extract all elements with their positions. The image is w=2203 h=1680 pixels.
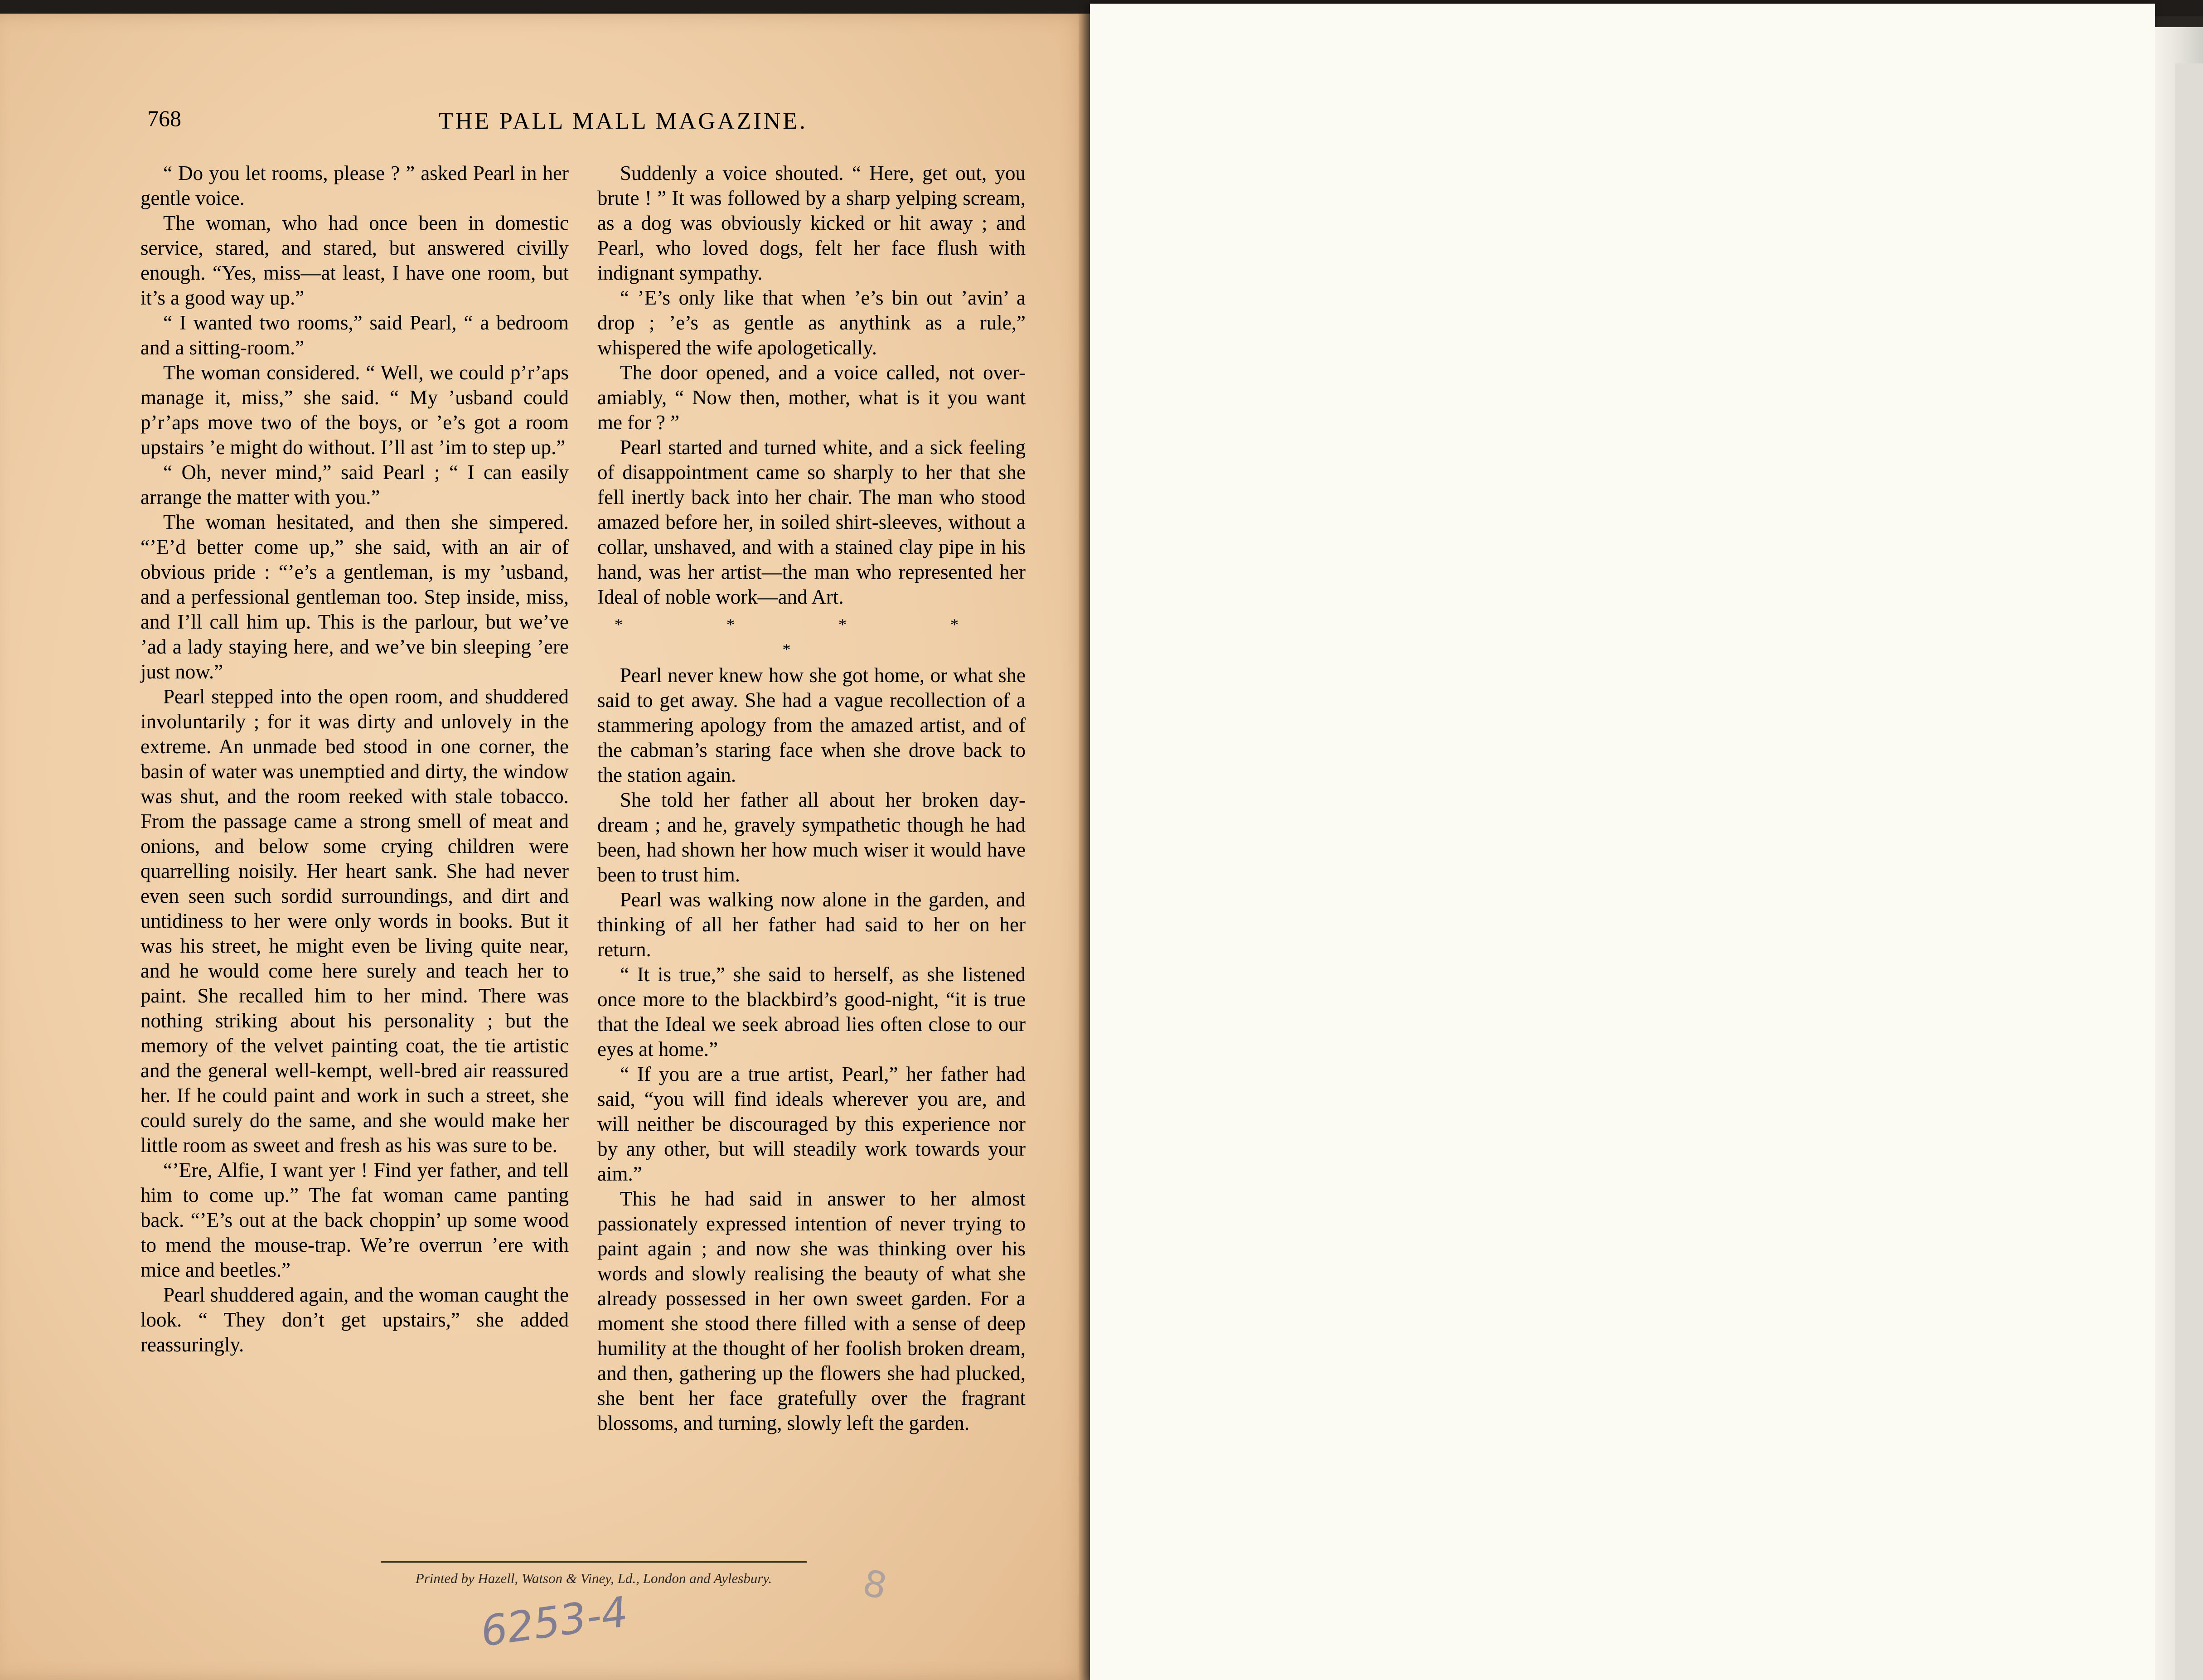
text-column-left xyxy=(140,161,569,1357)
paragraph: She told her father all about her broken day-dream ; and he, gravely sympathetic though he had been, had shown her how much wiser it would have been to trust him. xyxy=(597,789,1026,886)
paragraph: The door opened, and a voice called, not over-amiably, “ Now then, mother, what is it you want me for ? ” xyxy=(597,361,1026,434)
paragraph: “’Ere, Alfie, I want yer ! Find yer father, and tell him to come up.” The fat woman came panting back. “’E’s out at the back choppin’ up some wood to mend the mouse-trap. We’re overrun ’ere with mice and beetles.” xyxy=(140,1159,569,1281)
pencil-mark: 8 xyxy=(859,1561,891,1608)
paragraph: The woman hesitated, and then she simpered. “’E’d better come up,” she said, with an air of obvious pride : “’e’s a gentleman, is my ’usband, and a perfessional gentleman too. Step inside, miss, and I’ll call him up. This is the parlour, but we’ve ’ad a lady staying here, and we’ve bin sleeping ’ere just now.” xyxy=(140,511,569,683)
page-gutter xyxy=(1079,14,1091,1680)
paragraph: “ It is true,” she said to herself, as she listened once more to the blackbird’s good-night, “it is true that the Ideal we seek abroad lies often close to our eyes at home.” xyxy=(597,963,1026,1060)
section-break-asterisks: * * * * * xyxy=(615,615,1008,658)
paragraph: Pearl shuddered again, and the woman caught the look. “ They don’t get upstairs,” she added reassuringly. xyxy=(140,1283,569,1356)
paragraph: Pearl never knew how she got home, or what she said to get away. She had a vague recollection of a stammering apology from the amazed artist, and of the cabman’s staring face when she drove back to the station again. xyxy=(597,664,1026,786)
paragraph: Suddenly a voice shouted. “ Here, get out, you brute ! ” It was followed by a sharp yelping scream, as a dog was obviously kicked or hit away ; and Pearl, who loved dogs, felt her face flush with indignant sympathy. xyxy=(597,162,1026,284)
paragraph: “ I wanted two rooms,” said Pearl, “ a bedroom and a sitting-room.” xyxy=(140,311,569,359)
paragraph: Pearl stepped into the open room, and shuddered involuntarily ; for it was dirty and unlovely in the extreme. An unmade bed stood in one corner, the basin of water was unemptied and dirty, the window was shut, and the room reeked with stale tobacco. From the passage came a strong smell of meat and onions, and below some crying children were quarrelling noisily. Her heart sank. She had never even seen such sordid surroundings, and dirt and untidiness to her were only words in books. But it was his street, he might even be living quite near, and he would come here surely and teach her to paint. She recalled him to her mind. There was nothing striking about his personality ; but the memory of the velvet painting coat, the tie artistic and the general well-kempt, well-bred air reassured her. If he could paint and work in such a street, she could surely do the same, and she would make her little room as sweet and fresh as his was sure to be. xyxy=(140,685,569,1157)
pencil-annotation: 6253-4 xyxy=(478,1587,631,1656)
paragraph: “ ’E’s only like that when ’e’s bin out ’avin’ a drop ; ’e’s as gentle as anythink as a rule,” whispered the wife apologetically. xyxy=(597,286,1026,359)
paragraph: Pearl was walking now alone in the garden, and thinking of all her father had said to her on her return. xyxy=(597,888,1026,961)
printer-imprint: Printed by Hazell, Watson & Viney, Ld., London and Aylesbury. xyxy=(415,1570,772,1586)
paragraph: Pearl started and turned white, and a sick feeling of disappointment came so sharply to her that she fell inertly back into her chair. The man who stood amazed before her, in soiled shirt-sleeves, without a collar, unshaved, and with a stained clay pipe in his hand, was her artist—the man who represented her Ideal of noble work—and Art. xyxy=(597,436,1026,608)
text-column-right xyxy=(597,161,1026,1436)
imprint-rule xyxy=(381,1561,807,1563)
running-title: THE PALL MALL MAGAZINE. xyxy=(438,108,808,134)
paragraph: This he had said in answer to her almost passionately expressed intention of never trying to paint again ; and now she was thinking over his words and slowly realising the beauty of what she already possessed in her own sweet garden. For a moment she stood there filled with a sense of deep humility at the thought of her foolish broken dream, and then, gathering up the flowers she had plucked, she bent her face gratefully over the fragrant blossoms, and turning, slowly left the garden. xyxy=(597,1187,1026,1434)
paragraph: “ Oh, never mind,” said Pearl ; “ I can easily arrange the matter with you.” xyxy=(140,461,569,508)
paragraph: “ Do you let rooms, please ? ” asked Pearl in her gentle voice. xyxy=(140,162,569,209)
paragraph: “ If you are a true artist, Pearl,” her father had said, “you will find ideals wherever you are, and will neither be discouraged by this experience nor by any other, but will steadily work towards your aim.” xyxy=(597,1063,1026,1185)
paragraph: The woman considered. “ Well, we could p’r’aps manage it, miss,” she said. “ My ’usband could p’r’aps move two of the boys, or ’e’s got a room upstairs ’e might do without. I’ll ast ’im to step up.” xyxy=(140,361,569,459)
page-edge-shadow xyxy=(2175,63,2203,1680)
right-blank-page xyxy=(1090,4,2155,1680)
paragraph: The woman, who had once been in domestic service, stared, and stared, but answered civilly enough. “Yes, miss—at least, I have one room, but it’s a good way up.” xyxy=(140,212,569,309)
page-number: 768 xyxy=(147,106,181,131)
